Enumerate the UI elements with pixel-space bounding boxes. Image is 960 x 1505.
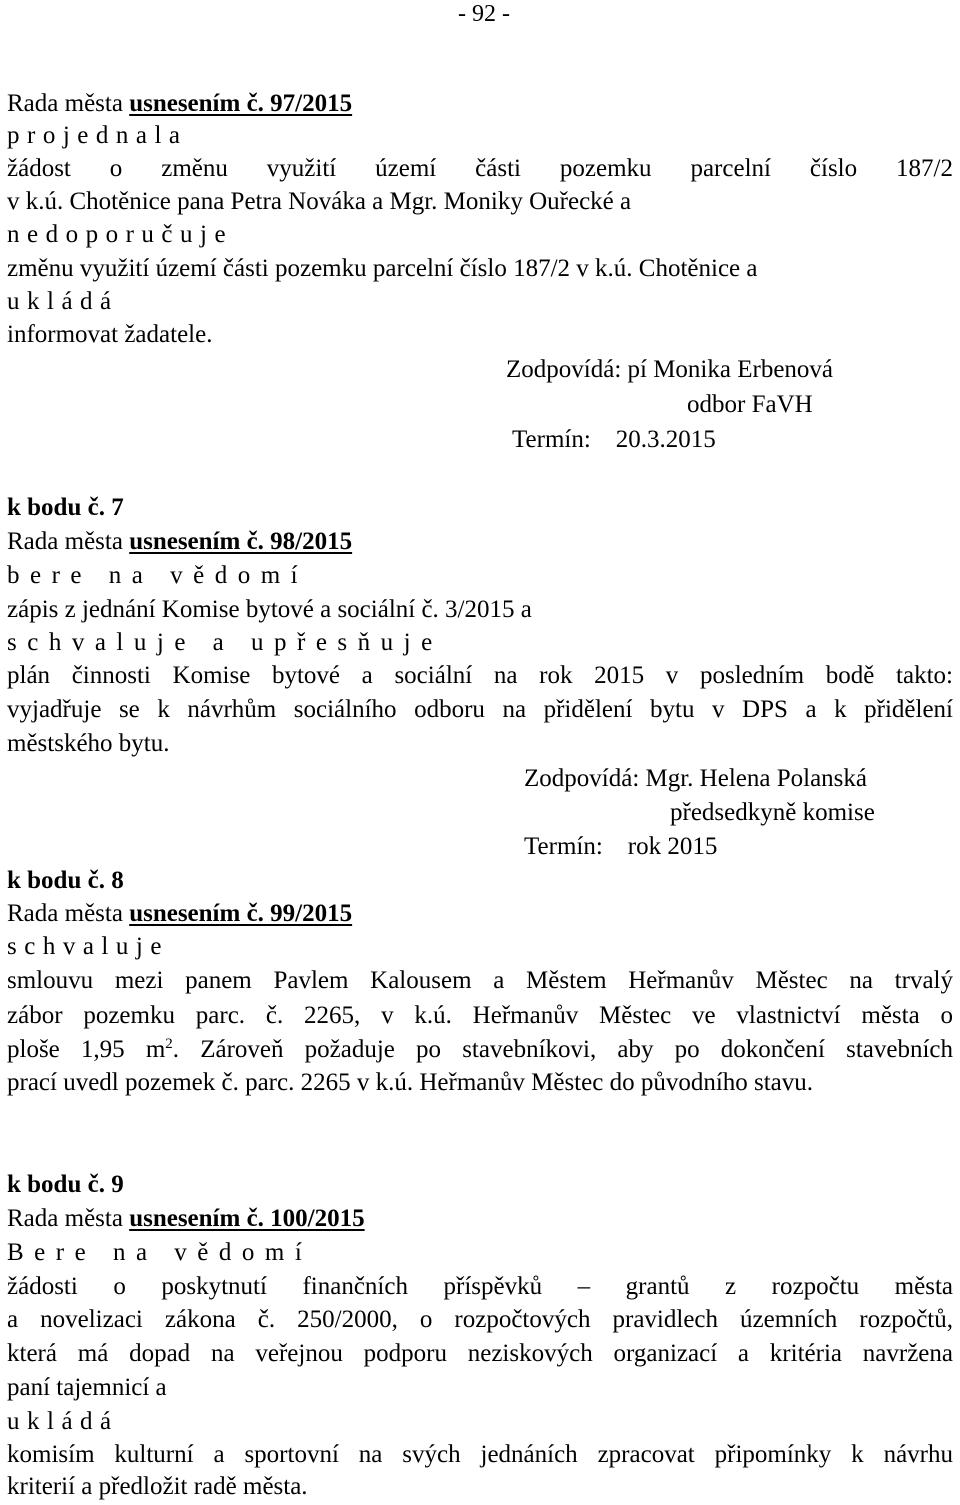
section-heading: k bodu č. 9 <box>7 1171 124 1198</box>
responsible-person: Zodpovídá: pí Monika Erbenová <box>506 356 834 383</box>
rada-label: Rada města <box>7 1205 130 1232</box>
verb-schvaluje-a-upresnuje: schvaluje a upřesňuje <box>7 629 443 656</box>
section-heading: k bodu č. 8 <box>7 867 124 894</box>
resolution-title-97 <box>7 89 352 119</box>
body-text: prací uvedl pozemek č. parc. 2265 v k.ú. Heřmanův Městec do původního stavu. <box>7 1069 814 1096</box>
body-text: v k.ú. Chotěnice pana Petra Nováka a Mgr. Moniky Ouřecké a <box>7 188 632 215</box>
responsible-role: předsedkyně komise <box>670 799 875 826</box>
deadline: Termín: 20.3.2015 <box>512 426 716 453</box>
rada-label: Rada města <box>7 528 130 555</box>
page-number: - 92 - <box>458 1 510 27</box>
verb-uklada: ukládá <box>7 288 119 315</box>
resolution-number: usnesením č. 97/2015 <box>129 90 353 117</box>
body-text: žádost o změnu využití území části pozemku parcelní číslo 187/2 <box>7 155 953 182</box>
body-text: informovat žadatele. <box>7 321 213 348</box>
verb-nedoporucuje: nedoporučuje <box>7 221 234 248</box>
superscript: 2 <box>165 1036 173 1052</box>
deadline: Termín: rok 2015 <box>524 833 718 860</box>
body-text: zábor pozemku parc. č. 2265, v k.ú. Heřmanův Městec ve vlastnictví města o <box>7 1002 953 1029</box>
resolution-title-98 <box>7 527 352 557</box>
body-text: zápis z jednání Komise bytové a sociální č. 3/2015 a <box>7 596 532 623</box>
responsible-department: odbor FaVH <box>687 391 813 418</box>
body-text: a novelizaci zákona č. 250/2000, o rozpočtových pravidlech územních rozpočtů, <box>7 1306 953 1333</box>
area-text: ploše 1,95 m <box>7 1036 166 1063</box>
body-text: městského bytu. <box>7 730 170 757</box>
responsible-person: Zodpovídá: Mgr. Helena Polanská <box>524 765 867 792</box>
body-text: paní tajemnicí a <box>7 1374 167 1401</box>
body-text <box>7 1035 953 1065</box>
resolution-number: usnesením č. 98/2015 <box>129 528 353 555</box>
verb-bere-na-vedomi: bere na vědomí <box>7 562 309 589</box>
verb-projednala: projednala <box>7 122 188 149</box>
resolution-number: usnesením č. 100/2015 <box>129 1205 365 1232</box>
rada-label: Rada města <box>7 90 130 117</box>
verb-uklada: ukládá <box>7 1408 119 1435</box>
verb-bere-na-vedomi: Bere na vědomí <box>7 1239 313 1266</box>
section-heading: k bodu č. 7 <box>7 494 124 521</box>
body-text: kriterií a předložit radě města. <box>7 1473 308 1500</box>
body-text: smlouvu mezi panem Pavlem Kalousem a Městem Heřmanův Městec na trvalý <box>7 967 953 994</box>
rada-label: Rada města <box>7 900 130 927</box>
body-text: komisím kulturní a sportovní na svých jednáních zpracovat připomínky k návrhu <box>7 1441 953 1468</box>
body-text: plán činnosti Komise bytové a sociální na rok 2015 v posledním bodě takto: <box>7 662 953 689</box>
body-text: změnu využití území části pozemku parcelní číslo 187/2 v k.ú. Chotěnice a <box>7 255 758 282</box>
body-text: žádosti o poskytnutí finančních příspěvků – grantů z rozpočtu města <box>7 1273 953 1300</box>
body-text-continuation: . Zároveň požaduje po stavebníkovi, aby po dokončení stavebních <box>172 1036 953 1063</box>
resolution-title-100 <box>7 1204 365 1234</box>
body-text: která má dopad na veřejnou podporu neziskových organizací a kritéria navržena <box>7 1340 953 1367</box>
body-text: vyjadřuje se k návrhům sociálního odboru na přidělení bytu v DPS a k přidělení <box>7 696 953 723</box>
resolution-number: usnesením č. 99/2015 <box>129 900 353 927</box>
resolution-title-99 <box>7 899 352 929</box>
verb-schvaluje: schvaluje <box>7 933 169 960</box>
